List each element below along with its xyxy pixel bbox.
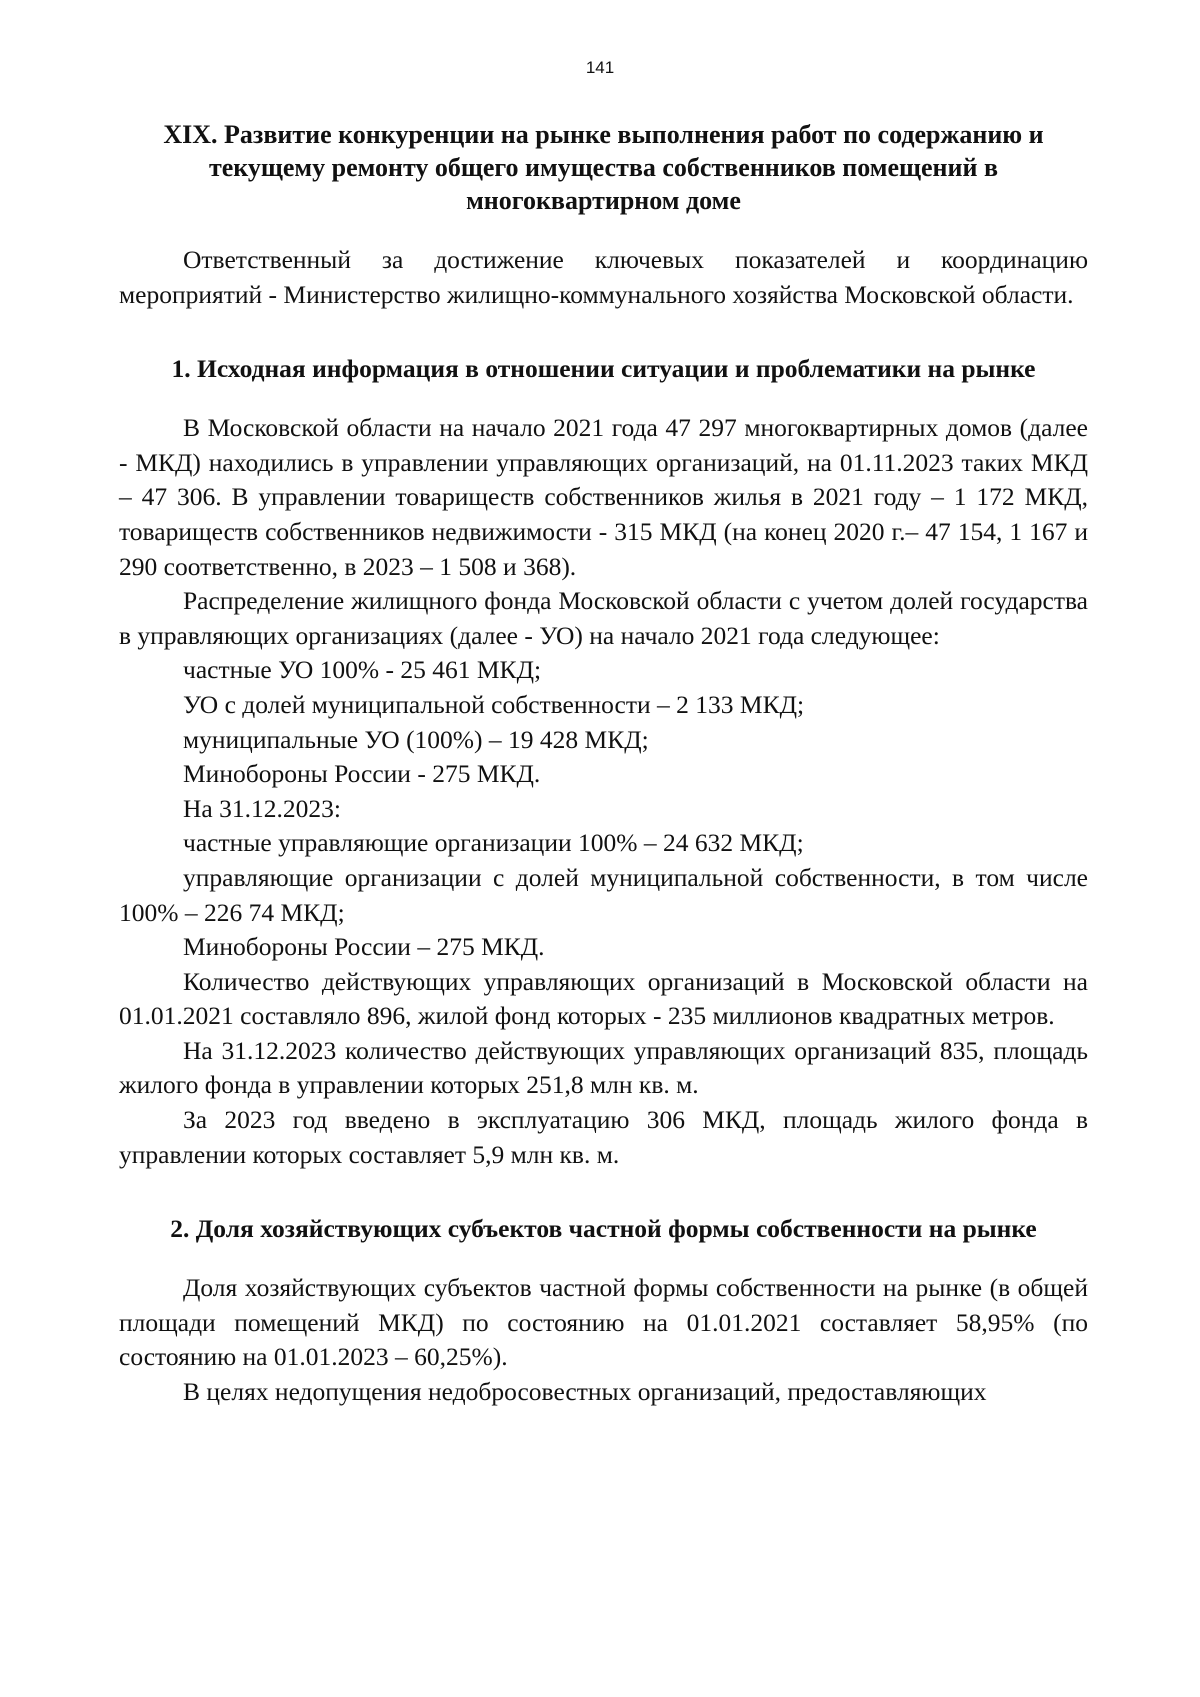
section-1-paragraph-3: Количество действующих управляющих организаций в Московской области на 01.01.2021 составляло 896, жилой фонд которых - 235 миллионов квадратных метров. — [119, 966, 1088, 1031]
section-2-paragraph-2: В целях недопущения недобросовестных организаций, предоставляющих — [183, 1377, 987, 1407]
list-item: УО с долей муниципальной собственности – 2 133 МКД; — [183, 689, 805, 719]
section-1-paragraph-5: За 2023 год введено в эксплуатацию 306 МКД, площадь жилого фонда в управлении которых составляет 5,9 млн кв. м. — [119, 1105, 1088, 1169]
section-1-paragraph-2: Распределение жилищного фонда Московской области с учетом долей государства в управляющих организациях (далее - УО) на начало 2021 года следующее: — [119, 586, 1088, 650]
page-number: 141 — [585, 58, 615, 77]
responsible-paragraph: Ответственный за достижение ключевых показателей и координацию мероприятий - Министерство жилищно-коммунального хозяйства Московской области. — [119, 245, 1088, 309]
section-2-heading: 2. Доля хозяйствующих субъектов частной формы собственности на рынке — [170, 1214, 1037, 1244]
section-1-paragraph-1: В Московской области на начало 2021 года 47 297 многоквартирных домов (далее - МКД) находились в управлении управляющих организаций, на 01.11.2023 таких МКД – 47 306. В управлении товариществ собственников жилья в 2021 году – 1 172 МКД, товариществ собственников недвижимости - 315 МКД (на конец 2020 г.– 47 154, 1 167 и 290 соответственно, в 2023 – 1 508 и 368). — [119, 413, 1088, 581]
list-item: муниципальные УО (100%) – 19 428 МКД; — [183, 724, 649, 754]
document-body — [119, 118, 1088, 1410]
chapter-title: XIX. Развитие конкуренции на рынке выполнения работ по содержанию и текущему ремонту общего имущества собственников помещений в многоквартирном доме — [163, 120, 1044, 215]
list-item: частные УО 100% - 25 461 МКД; — [183, 655, 542, 685]
date-line: На 31.12.2023: — [183, 793, 341, 823]
list-item: Минобороны России – 275 МКД. — [183, 932, 545, 962]
list-item: частные управляющие организации 100% – 24 632 МКД; — [183, 828, 804, 858]
section-1-heading: 1. Исходная информация в отношении ситуации и проблематики на рынке — [171, 354, 1036, 384]
section-1-paragraph-4: На 31.12.2023 количество действующих управляющих организаций 835, площадь жилого фонда в управлении которых 251,8 млн кв. м. — [119, 1035, 1088, 1100]
list-item: Минобороны России - 275 МКД. — [183, 759, 541, 789]
section-2-paragraph-1: Доля хозяйствующих субъектов частной формы собственности на рынке (в общей площади помещений МКД) по состоянию на 01.01.2021 составляет 58,95% (по состоянию на 01.01.2023 – 60,25%). — [119, 1273, 1088, 1372]
list-item: управляющие организации с долей муниципальной собственности, в том числе 100% – 226 74 МКД; — [119, 862, 1088, 927]
